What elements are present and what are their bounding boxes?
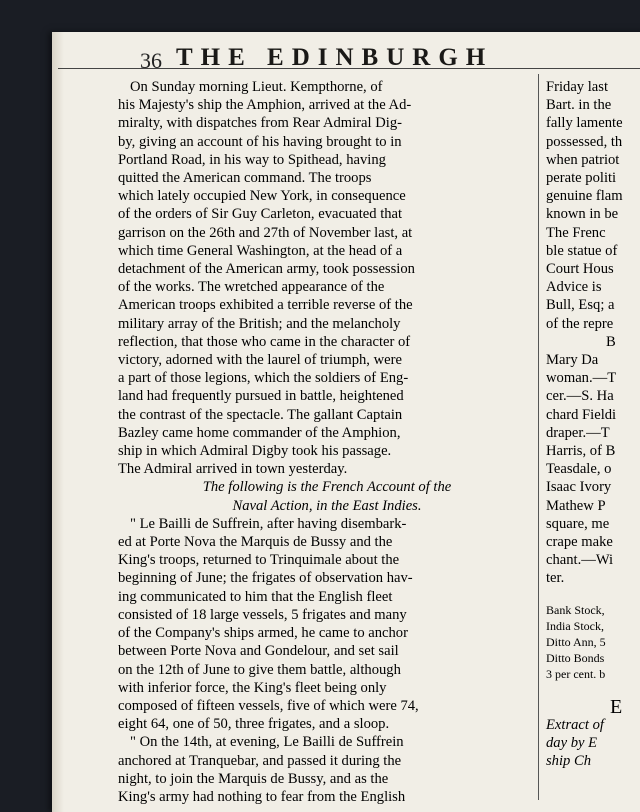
text-line: the contrast of the spectacle. The gallant Captain [118,406,403,423]
text-line: ble statue of [546,242,618,259]
text-line: ter. [546,570,565,587]
text-line: On Sunday morning Lieut. Kempthorne, of [130,79,383,95]
text-line: detachment of the American army, took possession [118,261,415,278]
text-line: Isaac Ivory [546,479,612,496]
text-line: of the Company's ships armed, he came to anchor [118,625,408,642]
text-line: Bull, Esq; a [546,297,615,314]
text-line: beginning of June; the frigates of observation hav- [118,570,413,587]
text-line: draper.—T [546,424,610,441]
text-line: chard Fieldi [546,406,617,423]
text-line: when patriot [546,151,620,168]
text-line: night, to join the Marquis de Bussy, and as the [118,770,389,787]
text-line: Bart. in the [546,97,612,114]
section-gap [546,682,640,698]
stock-line: Bank Stock, [546,602,605,617]
text-line: possessed, th [546,133,623,150]
text-line: quitted the American command. The troops [118,170,372,187]
page-number: 36 [140,48,162,73]
text-line: ed at Porte Nova the Marquis de Bussy and the [118,534,393,551]
text-line: The following is the French Account of the [202,479,452,496]
text-line: on the 12th of June to give them battle, although [118,661,401,678]
text-line: Mathew P [546,497,606,514]
left-column [118,78,536,806]
masthead: THE EDINBURGH [176,44,494,71]
text-line: which time General Washington, at the head of a [118,242,403,259]
text-line: composed of fifteen vessels, five of which were 74, [118,697,419,714]
column-divider [538,74,539,800]
text-line: E [610,695,623,718]
text-line: chant.—Wi [546,552,614,569]
text-line: The Admiral arrived in town yesterday. [118,461,348,478]
text-line: a part of those legions, which the soldiers of Eng- [118,370,409,387]
text-line: woman.—T [546,370,617,387]
stock-line: Ditto Ann, 5 [546,634,606,649]
text-line: King's troops, returned to Trinquimale about the [118,552,400,569]
text-line: crape make [546,534,613,551]
text-line: Court Hous [546,261,614,278]
text-line: ing communicated to him that the English fleet [118,588,393,605]
text-line: Extract of [546,716,604,733]
text-line: land had frequently pursued in battle, heightened [118,388,404,405]
text-line: which lately occupied New York, in consequence [118,188,406,205]
text-line: between Porte Nova and Gondelour, and set sail [118,643,399,660]
text-line: by, giving an account of his having brought to in [118,133,402,150]
text-line: miralty, with dispatches from Rear Admiral Dig- [118,115,402,132]
text-line: Harris, of B [546,443,616,460]
right-column [546,78,640,771]
stock-line: 3 per cent. b [546,666,606,681]
text-line: his Majesty's ship the Amphion, arrived at the Ad- [118,97,412,114]
text-line: of the repre [546,315,614,332]
text-line: cer.—S. Ha [546,388,614,405]
text-line: victory, adorned with the laurel of triumph, were [118,352,402,369]
text-line: American troops exhibited a terrible reverse of the [118,297,413,314]
text-line: Advice is [546,279,602,296]
text-line: garrison on the 26th and 27th of November last, at [118,224,413,241]
text-line: of the orders of Sir Guy Carleton, evacuated that [118,206,403,223]
text-line: with inferior force, the King's fleet being only [118,679,387,696]
text-line: of the works. The wretched appearance of the [118,279,385,296]
text-line: Mary Da [546,352,599,369]
text-line: eight 64, one of 50, three frigates, and a sloop. [118,716,390,733]
text-line: genuine flam [546,188,623,205]
section-gap [546,588,640,602]
text-line: known in be [546,206,619,223]
text-line: day by E [546,735,598,752]
text-line: Friday last [546,79,609,95]
text-line: " Le Bailli de Suffrein, after having disembark- [130,515,407,532]
text-line: military array of the British; and the melancholy [118,315,401,332]
text-line: fally lamente [546,115,623,132]
text-line: King's army had nothing to fear from the English [118,788,406,805]
text-line: ship in which Admiral Digby took his passage. [118,443,392,460]
stock-line: Ditto Bonds [546,650,605,665]
text-line: The Frenc [546,224,606,241]
text-line: square, me [546,515,610,532]
stock-line: India Stock, [546,618,604,633]
text-line: Teasdale, o [546,461,612,478]
text-line: reflection, that those who came in the character of [118,333,411,350]
text-line: perate politi [546,170,617,187]
text-line: Naval Action, in the East Indies. [232,497,422,514]
text-line: B [606,333,616,350]
text-line: Portland Road, in his way to Spithead, having [118,151,386,168]
text-line: consisted of 18 large vessels, 5 frigates and many [118,606,407,623]
text-line: ship Ch [546,753,592,770]
text-line: anchored at Tranquebar, and passed it during the [118,752,402,769]
text-line: Bazley came home commander of the Amphion, [118,424,401,441]
text-line: " On the 14th, at evening, Le Bailli de Suffrein [130,734,404,751]
